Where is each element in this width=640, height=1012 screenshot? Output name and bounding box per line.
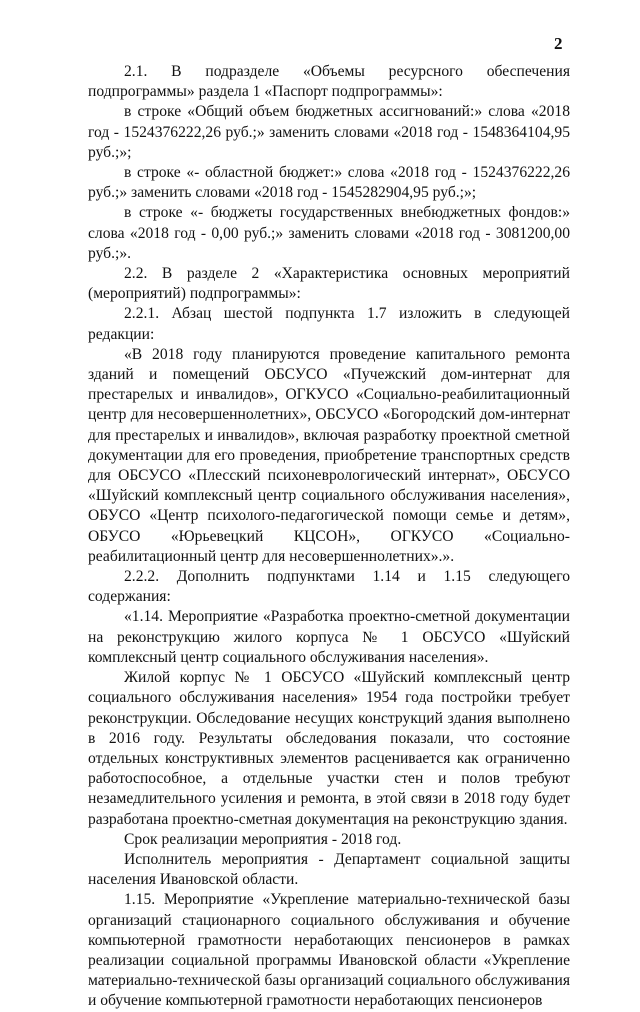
paragraph-1-14: «1.14. Мероприятие «Разработка проектно-сметной документации на реконструкцию жилого корпуса № 1 ОБСУСО «Шуйский комплексный центр социального обслуживания населения».: [88, 608, 570, 666]
paragraph-2-2-2: 2.2.2. Дополнить подпунктами 1.14 и 1.15 следующего содержания:: [88, 568, 570, 606]
paragraph-extrabudgetary-funds: в строке «- бюджеты государственных внебюджетных фондов:» слова «2018 год - 0,00 руб.;» заменить словами «2018 год - 3081200,00 руб.;».: [88, 204, 570, 262]
paragraph-executor: Исполнитель мероприятия - Департамент социальной защиты населения Ивановской области.: [88, 850, 570, 889]
paragraph-2-1-heading: 2.1. В подразделе «Объемы ресурсного обеспечения подпрограммы» раздела 1 «Паспорт подпрограммы»:: [88, 63, 570, 101]
paragraph-1-15: 1.15. Мероприятие «Укрепление материально-технической базы организаций стационарного социального обслуживания и обучение компьютерной грамотности неработающих пенсионеров в рамках реализации социальной программы Ивановской области «Укрепление материально-технической базы организаций социального обслуживания и обучение компьютерной грамотности неработающих пенсионеров: [88, 891, 570, 1010]
paragraph-total-allocations: в строке «Общий объем бюджетных ассигнований:» слова «2018 год - 1524376222,26 руб.;» заменить словами «2018 год - 1548364104,95 руб.;»;: [88, 103, 570, 161]
paragraph-2018-plans: «В 2018 году планируются проведение капитального ремонта зданий и помещений ОБСУСО «Пучежский дом-интернат для престарелых и инвалидов», ОГКУСО «Социально-реабилитационный центр для несовершеннолетних», ОБСУСО «Богородский дом-интернат для престарелых и инвалидов», включая разработку проектной сметной документации для его проведения, приобретение транспортных средств для ОБСУСО «Плесский психоневрологический интернат», ОБСУСО «Шуйский комплексный центр социального обслуживания населения», ОБУСО «Центр психолого-педагогической помощи семье и детям», ОБУСО «Юрьевецкий КЦСОН», ОГКУСО «Социально-реабилитационный центр для несовершеннолетних».».: [88, 345, 570, 565]
paragraph-building-description: Жилой корпус № 1 ОБСУСО «Шуйский комплексный центр социального обслуживания населения» 1954 года постройки требует реконструкции. Обследование несущих конструкций здания выполнено в 2016 году. Результаты обследования показали, что состояние отдельных конструктивных элементов расценивается как ограниченно работоспособное, а отдельные участки стен и полов требуют незамедлительного усиления и ремонта, в этой связи в 2018 году будет разработана проектно-сметная документация на реконструкцию здания.: [88, 669, 570, 828]
paragraph-2-2-heading: 2.2. В разделе 2 «Характеристика основных мероприятий (мероприятий) подпрограммы»:: [88, 265, 570, 303]
page-number: 2: [554, 34, 563, 53]
paragraph-2-2-1: 2.2.1. Абзац шестой подпункта 1.7 изложить в следующей редакции:: [88, 305, 570, 343]
document-body: [88, 62, 570, 1012]
paragraph-regional-budget: в строке «- областной бюджет:» слова «2018 год - 1524376222,26 руб.;» заменить словами «2018 год - 1545282904,95 руб.;»;: [88, 164, 570, 202]
paragraph-deadline: Срок реализации мероприятия - 2018 год.: [124, 830, 402, 848]
